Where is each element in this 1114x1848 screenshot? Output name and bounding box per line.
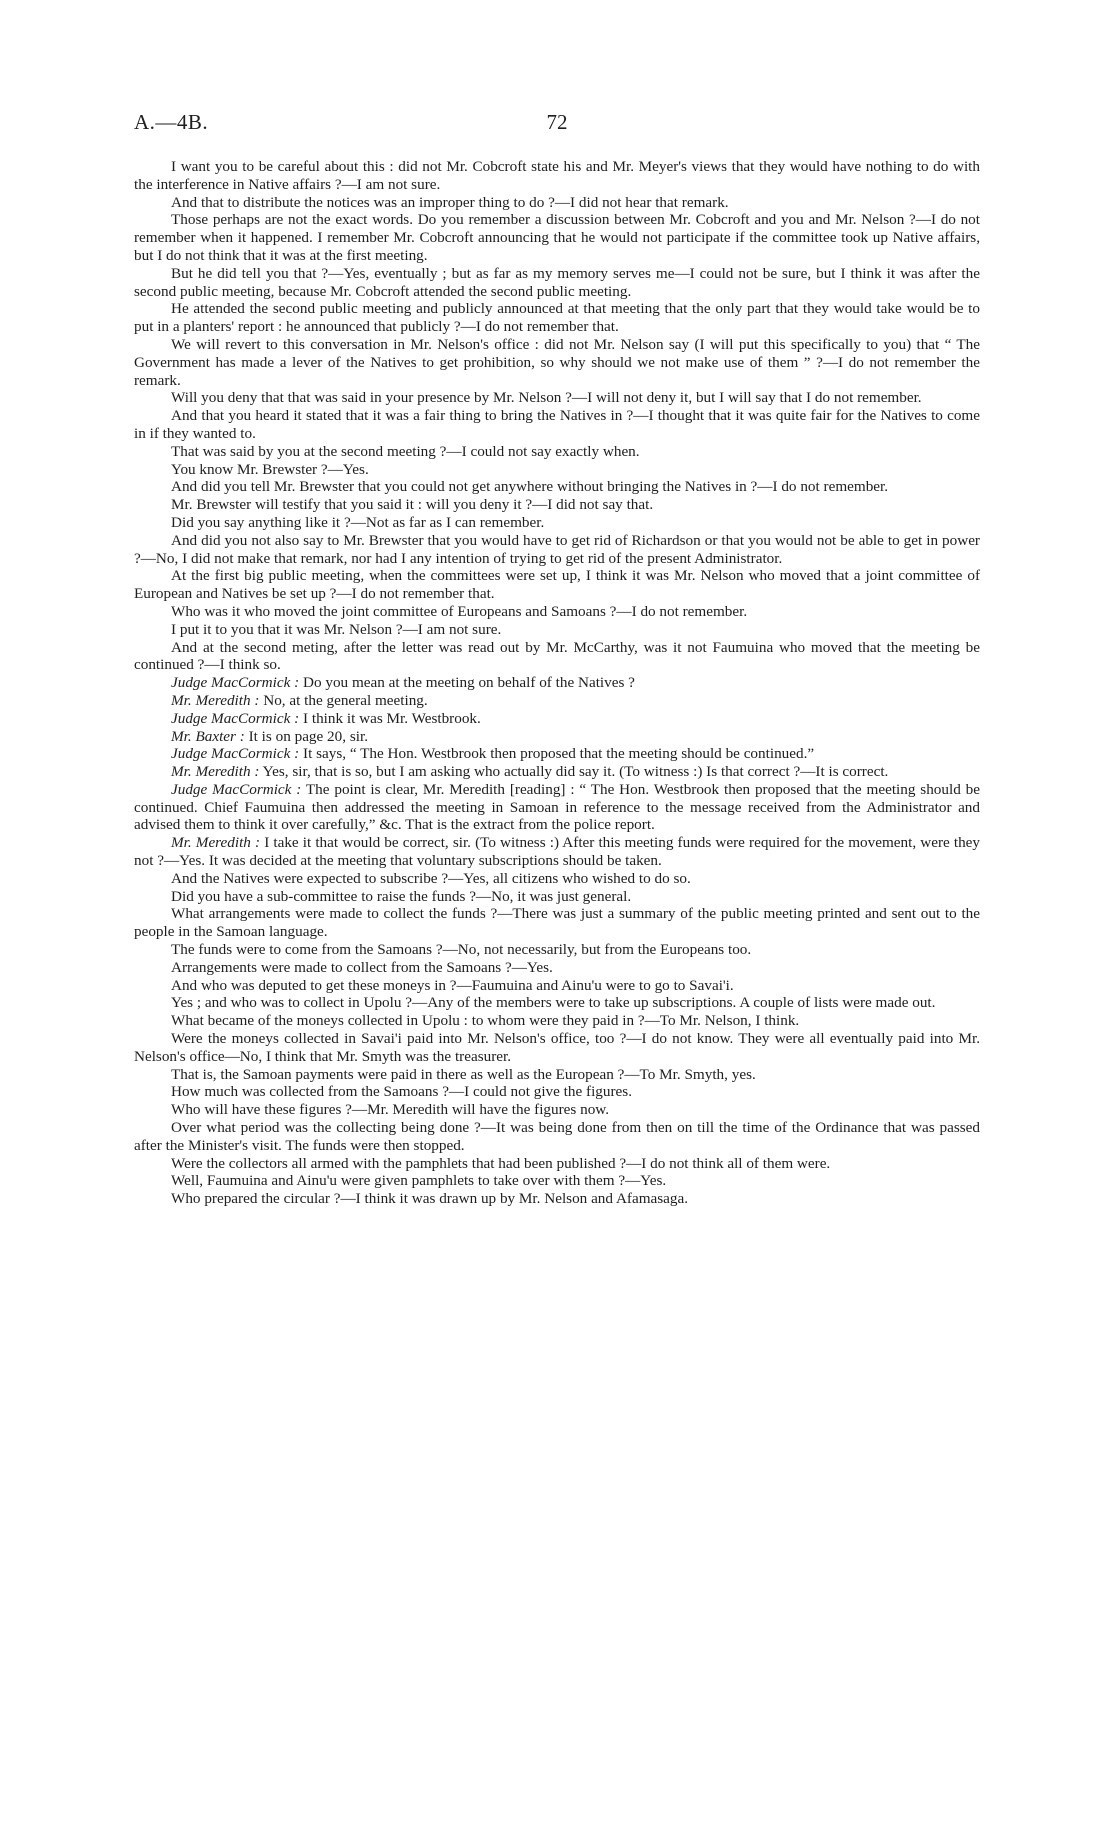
transcript-paragraph (134, 1101, 980, 1119)
paragraph-text: Who was it who moved the joint committee of Europeans and Samoans ?—I do not remember. (171, 602, 748, 620)
paragraph-text: How much was collected from the Samoans ?—I could not give the figures. (171, 1083, 632, 1101)
transcript-body (134, 158, 980, 1208)
transcript-paragraph (134, 478, 980, 496)
transcript-paragraph (134, 461, 980, 479)
transcript-paragraph (134, 514, 980, 532)
paragraph-text: It says, “ The Hon. Westbrook then proposed that the meeting should be continued.” (303, 745, 815, 763)
paragraph-text: Yes, sir, that is so, but I am asking who actually did say it. (To witness :) Is that correct ?—It is correct. (262, 763, 889, 781)
transcript-paragraph (134, 336, 980, 389)
paragraph-text: That was said by you at the second meeting ?—I could not say exactly when. (171, 442, 640, 460)
transcript-paragraph (134, 905, 980, 941)
paragraph-text: Did you have a sub-committee to raise the funds ?—No, it was just general. (171, 887, 632, 905)
transcript-paragraph (134, 1012, 980, 1030)
transcript-paragraph (134, 1066, 980, 1084)
paragraph-text: What arrangements were made to collect the funds ?—There was just a summary of the public meeting printed and sent out to the people in the Samoan language. (134, 905, 980, 941)
paragraph-text: Well, Faumuina and Ainu'u were given pamphlets to take over with them ?—Yes. (171, 1172, 667, 1190)
paragraph-text: Over what period was the collecting being done ?—It was being done from then on till the time of the Ordinance that was passed after the Minister's visit. The funds were then stopped. (134, 1119, 980, 1154)
transcript-paragraph (134, 888, 980, 906)
paragraph-text: We will revert to this conversation in Mr. Nelson's office : did not Mr. Nelson say (I will put this specifically to you) that “ The Government has made a lever of the Natives to get prohibition, so why should we not make use of them ” ?—I do not remember the remark. (134, 335, 980, 389)
transcript-paragraph (134, 158, 980, 194)
transcript-paragraph (134, 959, 980, 977)
paragraph-text: And that to distribute the notices was an improper thing to do ?—I did not hear that remark. (171, 193, 729, 211)
paragraph-text: And did you not also say to Mr. Brewster that you would have to get rid of Richardson or that you would not be able to get in power ?—No, I did not make that remark, nor had I any intention of trying to get rid of the present Administrator. (134, 531, 980, 567)
transcript-paragraph (134, 621, 980, 639)
page-number: 72 (546, 110, 568, 134)
paragraph-text: What became of the moneys collected in Upolu : to whom were they paid in ?—To Mr. Nelson, I think. (171, 1012, 800, 1030)
transcript-paragraph (134, 1030, 980, 1066)
paragraph-text: Will you deny that that was said in your presence by Mr. Nelson ?—I will not deny it, but I will say that I do not remember. (171, 389, 922, 407)
speaker-paragraph (134, 710, 980, 728)
transcript-paragraph (134, 532, 980, 568)
paragraph-text: Were the moneys collected in Savai'i paid into Mr. Nelson's office, too ?—I do not know. They were all eventually paid into Mr. Nelson's office—No, I think that Mr. Smyth was the treasurer. (134, 1030, 980, 1065)
transcript-paragraph (134, 567, 980, 603)
transcript-paragraph (134, 1083, 980, 1101)
paragraph-text: Mr. Brewster will testify that you said it : will you deny it ?—I did not say that. (171, 496, 654, 514)
transcript-paragraph (134, 211, 980, 264)
speaker-paragraph (134, 728, 980, 746)
paragraph-text: I put it to you that it was Mr. Nelson ?—I am not sure. (171, 620, 502, 638)
speaker-paragraph (134, 674, 980, 692)
paragraph-text: And who was deputed to get these moneys in ?—Faumuina and Ainu'u were to go to Savai'i. (171, 976, 734, 994)
transcript-paragraph (134, 443, 980, 461)
paragraph-text: I take it that would be correct, sir. (To witness :) After this meeting funds were required for the movement, were they not ?—Yes. It was decided at the meeting that voluntary subscriptions should be taken. (134, 834, 981, 870)
series-reference: A.—4B. (134, 110, 209, 134)
transcript-paragraph (134, 300, 980, 336)
speaker-name: Mr. Meredith : (171, 691, 260, 709)
transcript-paragraph (134, 994, 980, 1012)
paragraph-text: Arrangements were made to collect from the Samoans ?—Yes. (171, 958, 553, 976)
transcript-paragraph (134, 1190, 980, 1208)
paragraph-text: It is on page 20, sir. (248, 727, 368, 745)
transcript-paragraph (134, 1155, 980, 1173)
paragraph-text: And did you tell Mr. Brewster that you could not get anywhere without bringing the Natives in ?—I do not remember. (171, 478, 889, 496)
transcript-paragraph (134, 603, 980, 621)
speaker-paragraph (134, 745, 980, 763)
speaker-name: Judge MacCormick : (171, 709, 300, 727)
speaker-name: Judge MacCormick : (171, 674, 300, 692)
speaker-paragraph (134, 781, 980, 834)
paragraph-text: But he did tell you that ?—Yes, eventually ; but as far as my memory serves me—I could not be sure, but I think it was after the second public meeting, because Mr. Cobcroft attended the second public meeting. (134, 264, 980, 300)
paragraph-text: The funds were to come from the Samoans ?—No, not necessarily, but from the Europeans too. (171, 941, 752, 959)
speaker-name: Mr. Meredith : (171, 763, 260, 781)
speaker-paragraph (134, 834, 980, 870)
transcript-paragraph (134, 496, 980, 514)
paragraph-text: Were the collectors all armed with the pamphlets that had been published ?—I do not think all of them were. (171, 1154, 831, 1172)
transcript-paragraph (134, 639, 980, 675)
transcript-paragraph (134, 870, 980, 888)
paragraph-text: And at the second meting, after the letter was read out by Mr. McCarthy, was it not Faumuina who moved that the meeting be continued ?—I think so. (134, 638, 980, 674)
paragraph-text: Who will have these figures ?—Mr. Meredith will have the figures now. (171, 1101, 610, 1119)
paragraph-text: Did you say anything like it ?—Not as far as I can remember. (171, 513, 545, 531)
transcript-paragraph (134, 389, 980, 407)
transcript-paragraph (134, 407, 980, 443)
paragraph-text: Who prepared the circular ?—I think it was drawn up by Mr. Nelson and Afamasaga. (171, 1190, 689, 1208)
paragraph-text: And that you heard it stated that it was a fair thing to bring the Natives in ?—I thought that it was quite fair for the Natives to come in if they wanted to. (134, 407, 980, 442)
paragraph-text: I think it was Mr. Westbrook. (303, 709, 481, 727)
paragraph-text: The point is clear, Mr. Meredith [reading] : “ The Hon. Westbrook then proposed that the meeting should be continued. Chief Faumuina then addressed the meeting in Samoan in reference to the message received from the Administrator and advised them to think it over carefully,” &c. That is the extract from the police report. (134, 780, 980, 834)
paragraph-text: That is, the Samoan payments were paid in there as well as the European ?—To Mr. Smyth, yes. (171, 1065, 756, 1083)
paragraph-text: You know Mr. Brewster ?—Yes. (171, 460, 369, 478)
transcript-paragraph (134, 265, 980, 301)
page-header (134, 110, 980, 140)
speaker-name: Mr. Meredith : (171, 834, 261, 852)
paragraph-text: Yes ; and who was to collect in Upolu ?—Any of the members were to take up subscriptions. A couple of lists were made out. (171, 994, 936, 1012)
transcript-paragraph (134, 1172, 980, 1190)
paragraph-text: No, at the general meeting. (263, 691, 428, 709)
speaker-name: Judge MacCormick : (171, 745, 300, 763)
paragraph-text: At the first big public meeting, when the committees were set up, I think it was Mr. Nelson who moved that a joint committee of European and Natives be set up ?—I do not remember that. (134, 567, 980, 603)
transcript-paragraph (134, 977, 980, 995)
transcript-paragraph (134, 941, 980, 959)
transcript-paragraph (134, 194, 980, 212)
paragraph-text: I want you to be careful about this : did not Mr. Cobcroft state his and Mr. Meyer's views that they would have nothing to do with the interference in Native affairs ?—I am not sure. (134, 158, 980, 193)
speaker-name: Mr. Baxter : (171, 727, 245, 745)
paragraph-text: Those perhaps are not the exact words. Do you remember a discussion between Mr. Cobcroft and you and Mr. Nelson ?—I do not remember when it happened. I remember Mr. Cobcroft announcing that he would not participate if the committee took up Native affairs, but I do not think that it was at the first meeting. (134, 211, 980, 264)
speaker-paragraph (134, 692, 980, 710)
speaker-paragraph (134, 763, 980, 781)
paragraph-text: And the Natives were expected to subscribe ?—Yes, all citizens who wished to do so. (171, 869, 691, 887)
speaker-name: Judge MacCormick : (171, 780, 302, 798)
paragraph-text: He attended the second public meeting and publicly announced at that meeting that the only part that they would take would be to put in a planters' report : he announced that publicly ?—I do not remember that. (134, 300, 980, 336)
transcript-paragraph (134, 1119, 980, 1155)
paragraph-text: Do you mean at the meeting on behalf of the Natives ? (303, 674, 635, 692)
